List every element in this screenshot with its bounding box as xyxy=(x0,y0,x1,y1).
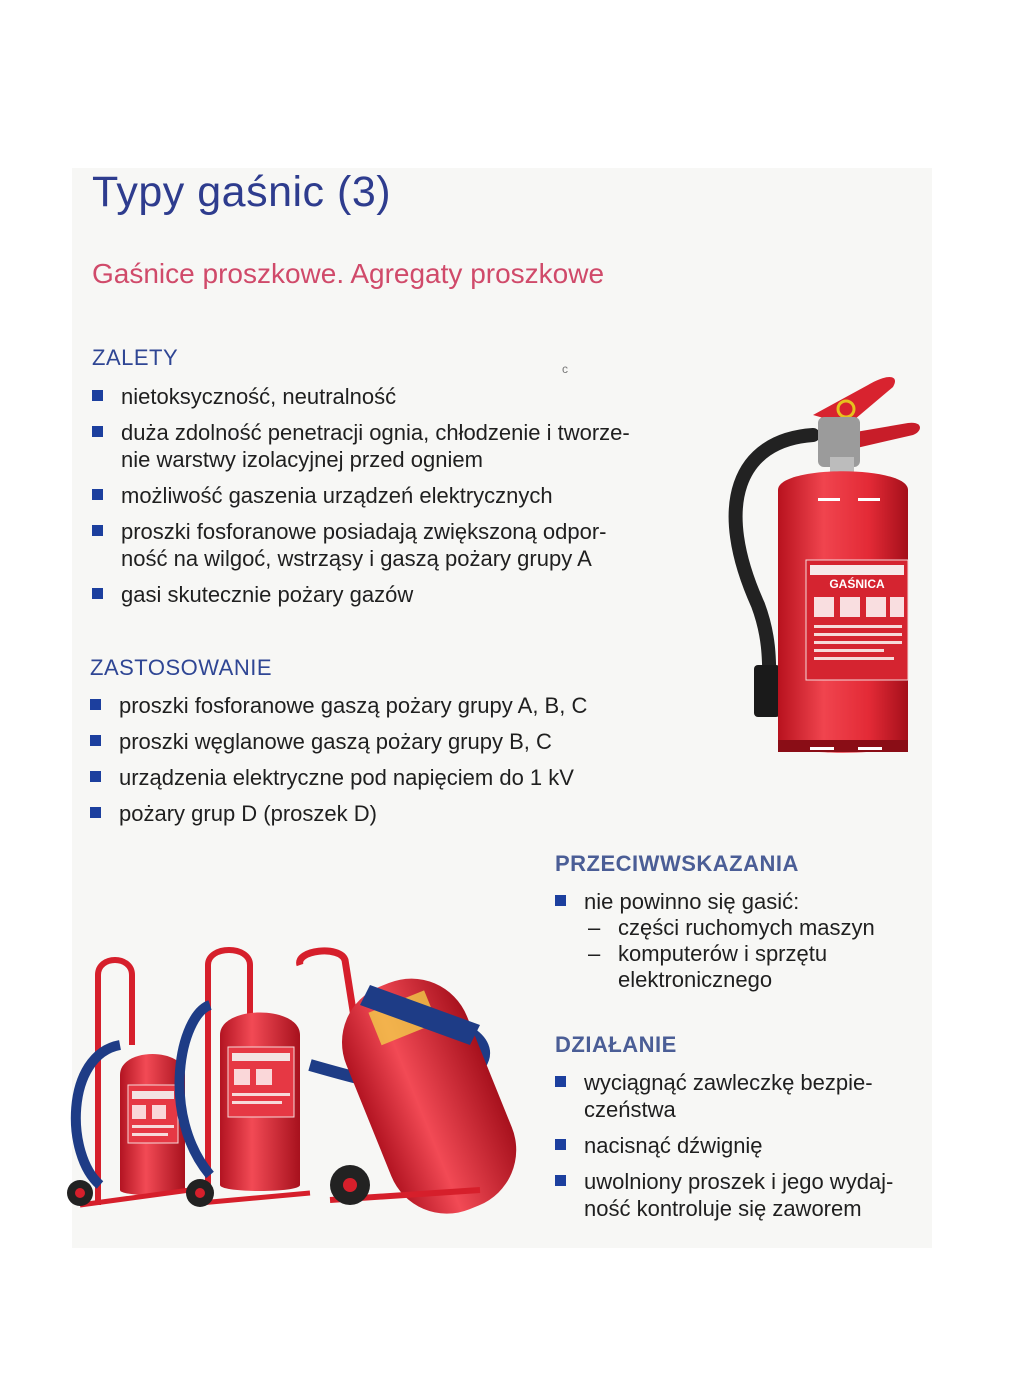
bullet-icon xyxy=(555,1139,566,1150)
fire-extinguisher-image xyxy=(718,365,928,780)
list-item: uwolniony proszek i jego wydaj- ność kontroluje się zaworem xyxy=(555,1168,925,1222)
bullet-icon xyxy=(555,1175,566,1186)
extinguisher-label: GAŚNICA xyxy=(829,577,885,591)
list-item: urządzenia elektryczne pod napięciem do 1 kV xyxy=(90,764,710,791)
list-item: proszki węglanowe gaszą pożary grupy B, C xyxy=(90,728,710,755)
list-item: duża zdolność penetracji ognia, chłodzenie i tworze- nie warstwy izolacyjnej przed ogniem xyxy=(92,419,732,473)
bullet-icon xyxy=(90,771,101,782)
stray-mark: c xyxy=(562,362,568,376)
przeciwwskazania-heading: PRZECIWWSKAZANIA xyxy=(555,851,799,876)
list-item: nacisnąć dźwignię xyxy=(555,1132,925,1159)
bullet-icon xyxy=(92,525,103,536)
list-item: gasi skutecznie pożary gazów xyxy=(92,581,732,608)
sub-list xyxy=(584,915,925,993)
bullet-icon xyxy=(90,807,101,818)
bullet-icon xyxy=(555,1076,566,1087)
wheeled-extinguishers-image xyxy=(60,935,530,1240)
list-item: możliwość gaszenia urządzeń elektrycznych xyxy=(92,482,732,509)
sub-list-item: – komputerów i sprzętu elektronicznego xyxy=(588,941,828,992)
page-title: Typy gaśnic (3) xyxy=(92,168,392,216)
list-item: nietoksyczność, neutralność xyxy=(92,383,732,410)
bullet-icon xyxy=(90,699,101,710)
list-item: proszki fosforanowe posiadają zwiększoną odpor- ność na wilgoć, wstrząsy i gaszą pożary grupy A xyxy=(92,518,732,572)
sub-list-item: – części ruchomych maszyn xyxy=(588,915,875,940)
list-item: proszki fosforanowe gaszą pożary grupy A, B, C xyxy=(90,692,710,719)
bullet-icon xyxy=(555,895,566,906)
page-subtitle: Gaśnice proszkowe. Agregaty proszkowe xyxy=(92,258,605,289)
bullet-icon xyxy=(92,426,103,437)
bullet-icon xyxy=(92,390,103,401)
przeciwwskazania-list xyxy=(555,888,925,1002)
zastosowanie-list xyxy=(90,692,710,836)
zastosowanie-heading: ZASTOSOWANIE xyxy=(90,655,273,680)
zalety-heading: ZALETY xyxy=(92,345,179,370)
list-item: pożary grup D (proszek D) xyxy=(90,800,710,827)
bullet-icon xyxy=(92,489,103,500)
bullet-icon xyxy=(92,588,103,599)
bullet-icon xyxy=(90,735,101,746)
zalety-list xyxy=(92,383,732,617)
list-item: nie powinno się gasić: – części ruchomych maszyn – komputerów i sprzętu elektronicznego xyxy=(555,888,925,993)
list-item: wyciągnąć zawleczkę bezpie- czeństwa xyxy=(555,1069,925,1123)
dzialanie-list xyxy=(555,1069,925,1231)
dzialanie-heading: DZIAŁANIE xyxy=(555,1032,677,1057)
